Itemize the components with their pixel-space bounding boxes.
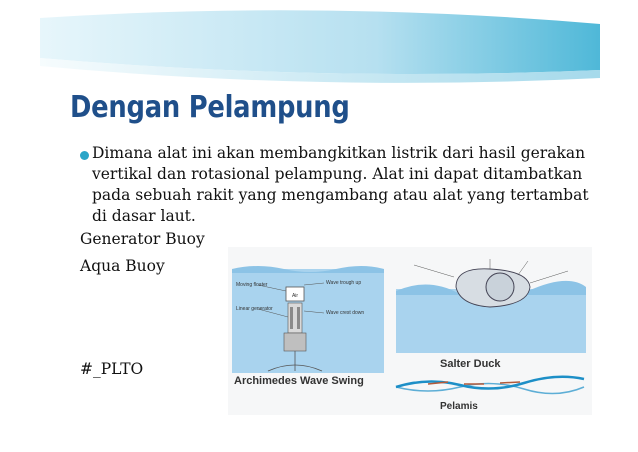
linear-generator-label: Linear generator	[236, 306, 273, 312]
air-label: Air	[291, 293, 299, 299]
pelamis-caption: Pelamis	[440, 401, 478, 412]
salter-duck-diagram	[396, 259, 586, 353]
bullet-item	[80, 143, 590, 227]
salter-caption: Salter Duck	[440, 358, 501, 370]
top-decorative-band	[0, 0, 638, 88]
wave-crest-down-label: Wave crest down	[326, 310, 365, 316]
archimedes-caption: Archimedes Wave Swing	[234, 375, 364, 387]
list-item-generator-buoy: Generator Buoy	[80, 230, 205, 248]
pelamis-diagram	[396, 377, 584, 394]
moving-floater-label: Moving floater	[236, 282, 268, 288]
bullet-text: Dimana alat ini akan membangkitkan listrik dari hasil gerakan vertikal dan rotasional pelampung. Alat ini dapat ditambatkan pada sebuah rakit yang mengambang atau alat yang tertambat di dasar laut.	[92, 144, 589, 225]
wave-devices-figure	[228, 247, 592, 415]
slide-title: Dengan Pelampung	[70, 90, 350, 125]
wave-devices-illustration	[228, 247, 592, 415]
plto-tag: #_PLTO	[80, 360, 144, 378]
bullet-dot-icon	[80, 151, 89, 160]
wave-trough-up-label: Wave trough up	[326, 280, 362, 286]
archimedes-wave-swing-diagram	[232, 266, 384, 373]
list-item-aqua-buoy: Aqua Buoy	[80, 257, 165, 275]
